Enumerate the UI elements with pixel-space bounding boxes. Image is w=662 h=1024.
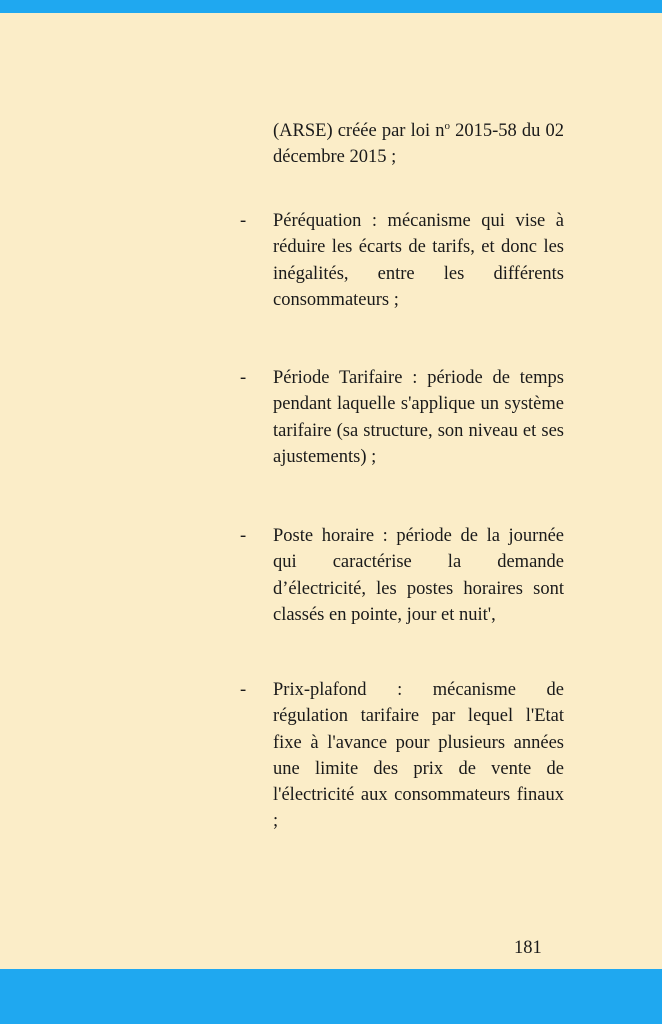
intro-text-start: (ARSE) créée par loi n: [273, 121, 445, 141]
definition-bullet: -: [240, 526, 247, 546]
definition-poste-horaire: Poste horaire : période de la journée qui caractérise la demande d’électricité, les postes horaires sont classés en pointe, jour et nuit',: [273, 526, 564, 625]
intro-paragraph: [273, 118, 564, 171]
intro-text-end: 2015-58 du 02 décembre 2015 ;: [273, 121, 564, 168]
definition-bullet: -: [240, 680, 247, 700]
page-number: 181: [514, 938, 542, 958]
definition-bullet: -: [240, 211, 247, 231]
definition-bullet: -: [240, 368, 247, 388]
intro-superscript: o: [444, 119, 450, 132]
definition-periode-tarifaire: Période Tarifaire : période de temps pendant laquelle s'applique un système tarifaire (sa structure, son niveau et ses ajustements) ;: [273, 368, 564, 467]
definition-prix-plafond: Prix-plafond : mécanisme de régulation tarifaire par lequel l'Etat fixe à l'avance pour plusieurs années une limite des prix de vente de l'électricité aux consommateurs finaux ;: [273, 680, 564, 832]
bottom-color-bar: [0, 969, 662, 1024]
definition-perequation: Péréquation : mécanisme qui vise à réduire les écarts de tarifs, et donc les inégalités, entre les différents consommateurs ;: [273, 211, 564, 310]
